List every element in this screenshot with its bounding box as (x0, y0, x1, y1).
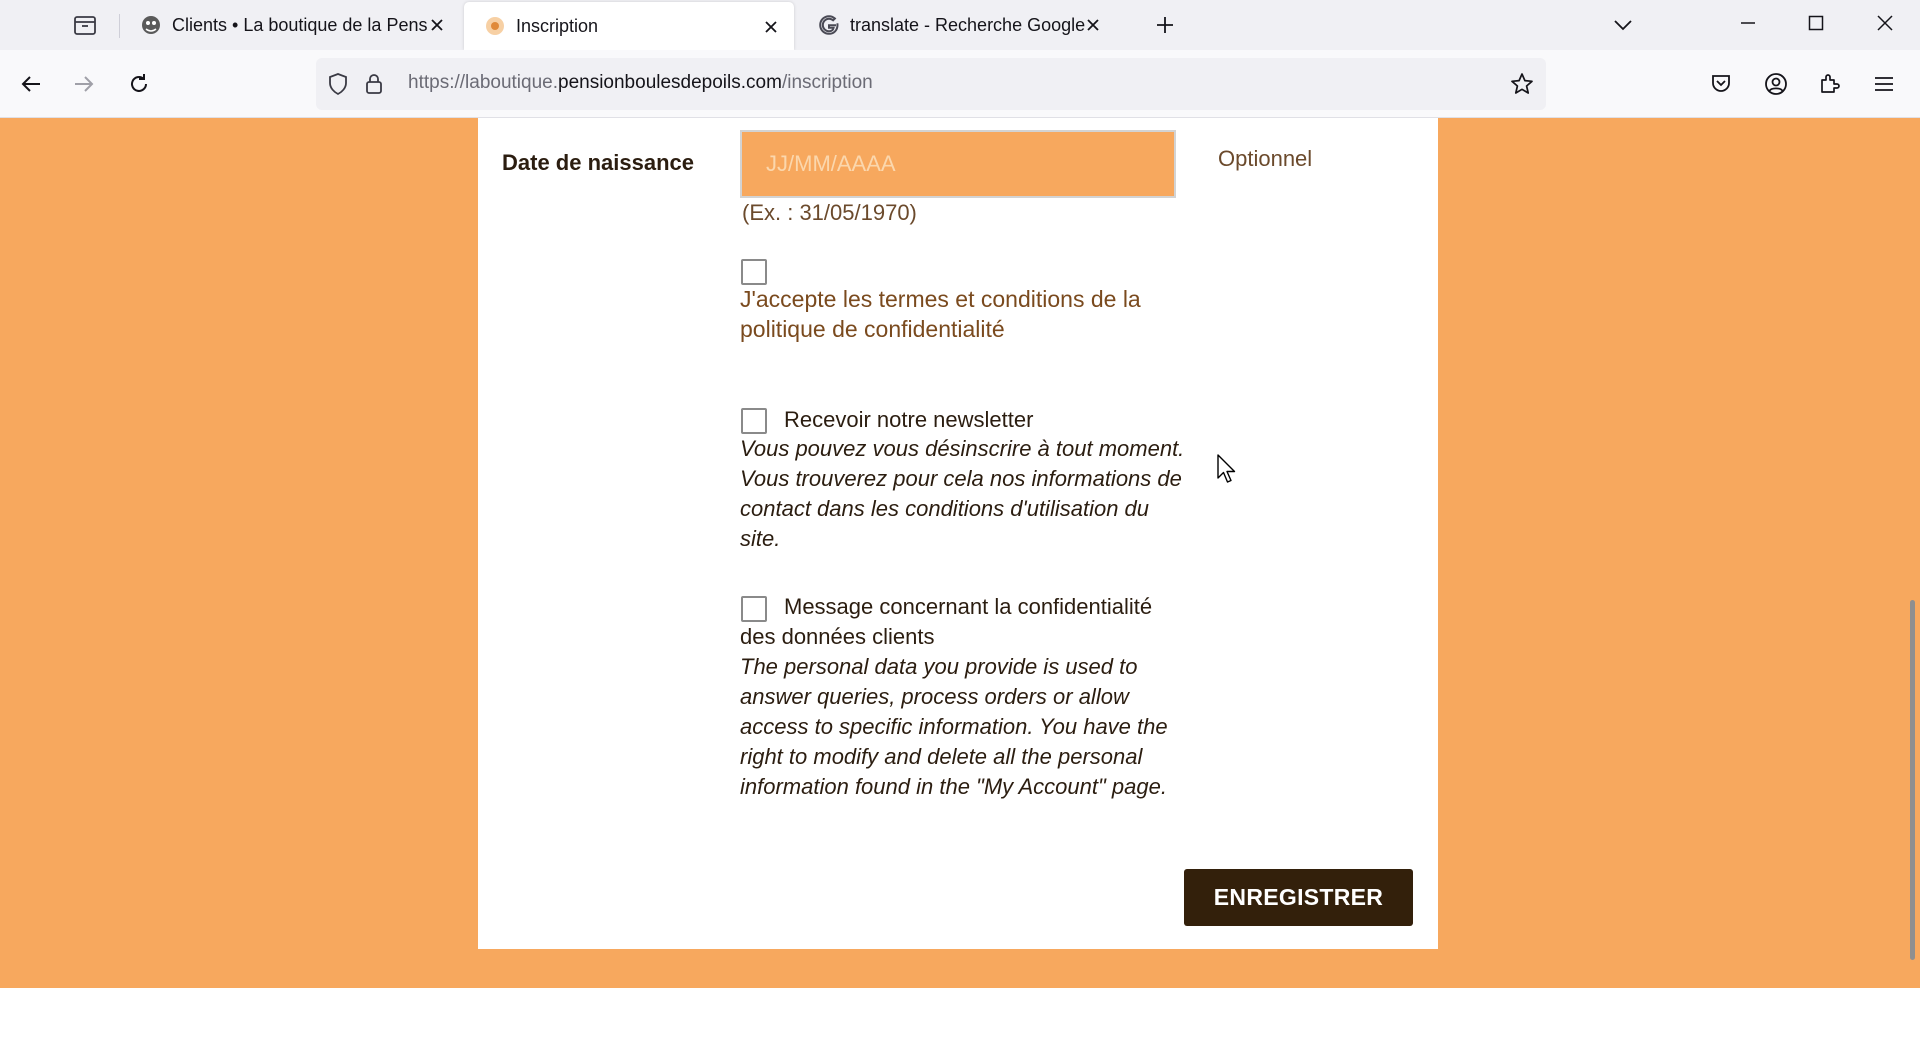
terms-label[interactable]: J'accepte les termes et conditions de la politique de confidentialité (740, 286, 1141, 342)
birthdate-hint: (Ex. : 31/05/1970) (742, 200, 917, 225)
shop-favicon-icon (484, 15, 506, 37)
account-icon[interactable] (1758, 66, 1794, 102)
tab-translate[interactable] (798, 0, 1128, 50)
close-tab-icon[interactable] (424, 12, 450, 38)
shield-icon[interactable] (320, 66, 356, 102)
registration-form-card (478, 118, 1438, 949)
close-tab-icon[interactable] (758, 14, 784, 40)
url-bar[interactable] (316, 58, 1546, 110)
tab-strip (0, 0, 1920, 50)
maximize-icon[interactable] (1801, 8, 1831, 38)
navigation-toolbar (0, 50, 1920, 118)
page-background (0, 118, 1920, 988)
firefox-view-icon[interactable] (70, 10, 100, 40)
star-icon[interactable] (1504, 66, 1540, 102)
forward-arrow-icon (66, 66, 102, 102)
url-path: /inscription (781, 72, 873, 93)
hamburger-menu-icon[interactable] (1866, 66, 1902, 102)
url-text[interactable] (408, 72, 873, 94)
puzzle-icon[interactable] (1812, 66, 1848, 102)
tab-inscription[interactable] (464, 2, 794, 50)
url-domain: pensionboulesdepoils.com (558, 72, 782, 93)
shop-favicon-icon (140, 14, 162, 36)
submit-button[interactable]: ENREGISTRER (1184, 869, 1413, 926)
lock-icon[interactable] (356, 66, 392, 102)
reload-icon[interactable] (121, 66, 157, 102)
birthdate-input[interactable] (740, 130, 1176, 198)
tab-clients[interactable] (120, 0, 460, 50)
newsletter-checkbox[interactable] (741, 408, 767, 434)
tab-label: Inscription (516, 15, 599, 36)
newsletter-label[interactable]: Recevoir notre newsletter (784, 407, 1034, 432)
close-window-icon[interactable] (1870, 8, 1900, 38)
mouse-cursor-icon (1217, 454, 1237, 489)
newsletter-note: Vous pouvez vous désinscrire à tout moment. Vous trouverez pour cela nos informations de contact dans les conditions d'utilisation du site. (740, 436, 1185, 551)
minimize-icon[interactable] (1733, 8, 1763, 38)
page-scrollbar[interactable] (1910, 600, 1915, 960)
privacy-note: The personal data you provide is used to answer queries, process orders or allow access to specific information. You have the right to modify and delete all the personal information found in the "My Account" page. (740, 654, 1168, 799)
tab-label: Clients • La boutique de la Pens (172, 14, 428, 35)
terms-checkbox[interactable] (741, 259, 767, 285)
pocket-icon[interactable] (1703, 66, 1739, 102)
google-favicon-icon (818, 14, 840, 36)
list-all-tabs-icon[interactable] (1608, 10, 1638, 40)
optional-label: Optionnel (1218, 146, 1313, 171)
close-tab-icon[interactable] (1080, 12, 1106, 38)
new-tab-icon[interactable] (1150, 10, 1180, 40)
birthdate-label: Date de naissance (502, 150, 694, 175)
back-arrow-icon[interactable] (13, 66, 49, 102)
tab-label: translate - Recherche Google (850, 14, 1086, 35)
privacy-label[interactable]: Message concernant la confidentialité des données clients (740, 594, 1153, 649)
url-prefix: https://laboutique. (408, 72, 558, 93)
